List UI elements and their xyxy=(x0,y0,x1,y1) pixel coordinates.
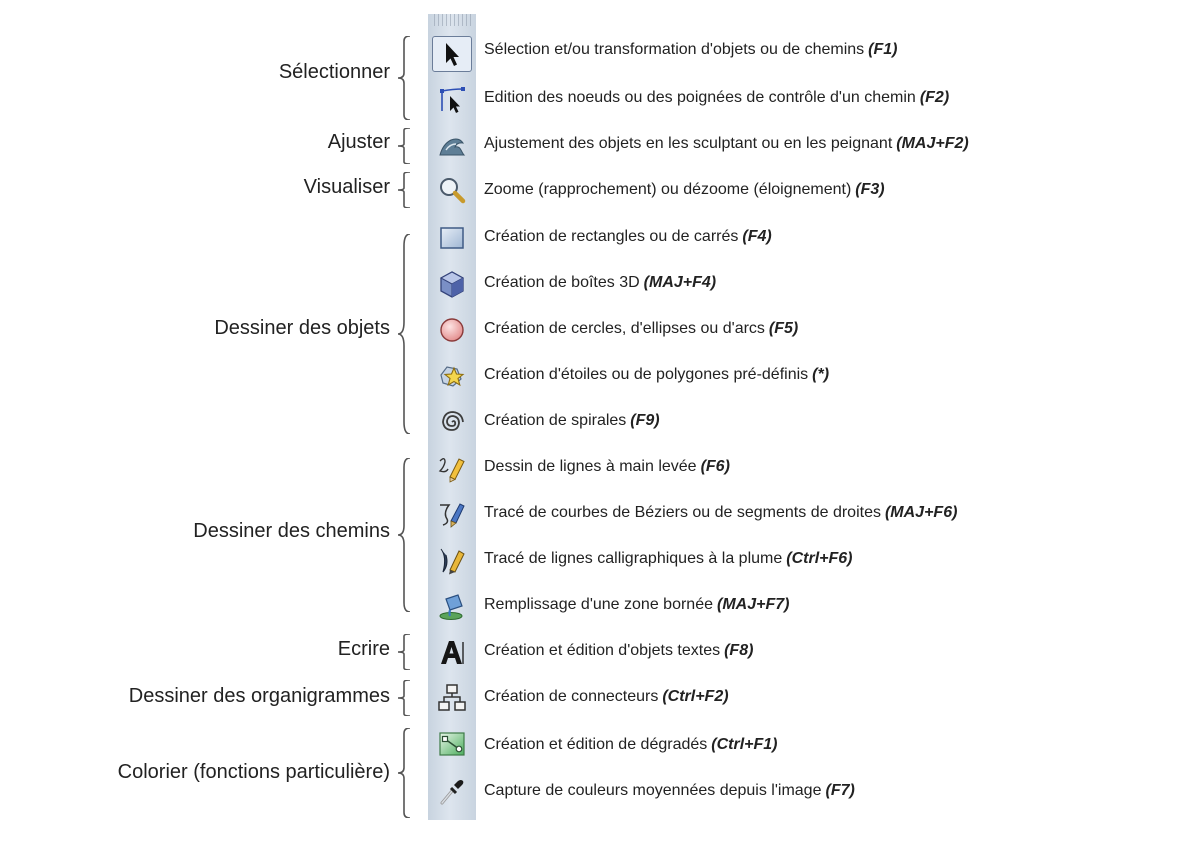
rectangle-tool-button[interactable] xyxy=(432,220,472,256)
tool-shortcut: (MAJ+F7) xyxy=(716,596,790,613)
3d-box-tool-button[interactable] xyxy=(432,266,472,302)
gradient-icon xyxy=(437,729,467,759)
star-polygon-icon xyxy=(437,361,467,391)
toolbox-grip-handle[interactable] xyxy=(434,14,472,26)
tool-description: Tracé de courbes de Béziers ou de segments de droites xyxy=(484,504,881,521)
tool-shortcut: (F8) xyxy=(724,642,754,659)
group-brace xyxy=(396,634,414,670)
tool-description: Création d'étoiles ou de polygones pré-définis xyxy=(484,366,809,383)
category-label-dessiner-objets: Dessiner des objets xyxy=(214,317,390,339)
tool-shortcut: (F4) xyxy=(742,228,772,245)
tool-shortcut: (F6) xyxy=(700,458,730,475)
calligraphy-pen-icon xyxy=(437,545,467,575)
tool-description-row xyxy=(484,548,852,570)
category-label-ecrire: Ecrire xyxy=(337,638,390,660)
tool-description-row xyxy=(484,734,778,756)
bezier-tool-button[interactable] xyxy=(432,496,472,532)
tool-description: Création de spirales xyxy=(484,412,627,429)
tool-description: Dessin de lignes à main levée xyxy=(484,458,697,475)
tool-description-row xyxy=(484,640,753,662)
tool-description-row xyxy=(484,133,969,155)
category-label-organigrammes: Dessiner des organigrammes xyxy=(128,685,390,707)
connector-icon xyxy=(437,683,467,713)
tool-description-row xyxy=(484,226,772,248)
group-brace xyxy=(396,680,414,716)
tool-shortcut: (F3) xyxy=(855,181,885,198)
tool-description: Zoome (rapprochement) ou dézoome (éloignement) xyxy=(484,181,852,198)
tool-description: Capture de couleurs moyennées depuis l'image xyxy=(484,782,822,799)
tool-shortcut: (F2) xyxy=(919,89,950,106)
category-label-ajuster: Ajuster xyxy=(327,131,390,153)
category-label-colorier: Colorier (fonctions particulière) xyxy=(117,761,390,783)
spiral-icon xyxy=(437,407,467,437)
tool-description-row xyxy=(484,179,885,201)
pencil-tool-button[interactable] xyxy=(432,450,472,486)
zoom-magnifier-icon xyxy=(437,175,467,205)
tool-description: Création et édition de dégradés xyxy=(484,736,708,753)
group-brace xyxy=(396,172,414,208)
3d-box-icon xyxy=(437,269,467,299)
selector-arrow-icon xyxy=(437,39,467,69)
circle-tool-button[interactable] xyxy=(432,312,472,348)
text-tool-icon xyxy=(437,637,467,667)
paint-bucket-icon xyxy=(437,591,467,621)
tweak-tool-button[interactable] xyxy=(432,127,472,163)
text-tool-button[interactable] xyxy=(432,634,472,670)
tool-description: Remplissage d'une zone bornée xyxy=(484,596,713,613)
connector-tool-button[interactable] xyxy=(432,680,472,716)
fill-tool-button[interactable] xyxy=(432,588,472,624)
group-brace xyxy=(396,728,414,818)
tool-description: Création de rectangles ou de carrés xyxy=(484,228,739,245)
tool-description: Création de cercles, d'ellipses ou d'arcs xyxy=(484,320,765,337)
tool-description-row xyxy=(484,410,660,432)
tool-description: Sélection et/ou transformation d'objets ou de chemins xyxy=(484,41,865,58)
tool-shortcut: (MAJ+F4) xyxy=(643,274,717,291)
tool-description-row xyxy=(484,272,716,294)
zoom-tool-button[interactable] xyxy=(432,172,472,208)
tool-description-row xyxy=(484,780,855,802)
tool-shortcut: (MAJ+F2) xyxy=(896,135,969,152)
tool-shortcut: (F7) xyxy=(825,782,855,799)
node-tool-button[interactable] xyxy=(432,82,472,118)
tool-description: Création de boîtes 3D xyxy=(484,274,640,291)
group-brace xyxy=(396,128,414,164)
gradient-tool-button[interactable] xyxy=(432,726,472,762)
star-tool-button[interactable] xyxy=(432,358,472,394)
tool-shortcut: (F1) xyxy=(868,41,898,58)
tweak-wave-icon xyxy=(437,130,467,160)
calligraphy-tool-button[interactable] xyxy=(432,542,472,578)
category-label-visualiser: Visualiser xyxy=(303,176,390,198)
tool-description: Edition des noeuds ou des poignées de contrôle d'un chemin xyxy=(484,89,916,106)
category-label-dessiner-chemins: Dessiner des chemins xyxy=(193,520,390,542)
tool-description-row xyxy=(484,594,789,616)
tool-description: Tracé de lignes calligraphiques à la plume xyxy=(484,550,783,567)
tool-description-row xyxy=(484,318,798,340)
selector-tool-button[interactable] xyxy=(432,36,472,72)
pencil-freehand-icon xyxy=(437,453,467,483)
tool-shortcut: (Ctrl+F6) xyxy=(786,550,853,567)
tool-description-row xyxy=(484,364,829,386)
tool-description: Création et édition d'objets textes xyxy=(484,642,721,659)
dropper-icon xyxy=(437,776,467,806)
rectangle-icon xyxy=(437,223,467,253)
tool-description-row xyxy=(484,456,730,478)
tool-description-row xyxy=(484,686,729,708)
group-brace xyxy=(396,458,414,612)
dropper-tool-button[interactable] xyxy=(432,773,472,809)
tool-description-row xyxy=(484,502,957,524)
tool-shortcut: (F5) xyxy=(768,320,799,337)
category-label-selectionner: Sélectionner xyxy=(278,61,390,83)
tool-shortcut: (MAJ+F6) xyxy=(884,504,958,521)
circle-icon xyxy=(437,315,467,345)
tool-description-row xyxy=(484,87,949,109)
tool-shortcut: (F9) xyxy=(630,412,660,429)
node-edit-icon xyxy=(437,85,467,115)
tool-description: Création de connecteurs xyxy=(484,688,659,705)
tool-description-row xyxy=(484,39,898,61)
spiral-tool-button[interactable] xyxy=(432,404,472,440)
tool-description: Ajustement des objets en les sculptant ou en les peignant xyxy=(484,135,893,152)
group-brace xyxy=(396,36,414,120)
bezier-pen-icon xyxy=(437,499,467,529)
group-brace xyxy=(396,234,414,434)
tool-shortcut: (Ctrl+F1) xyxy=(711,736,778,753)
tool-shortcut: (*) xyxy=(812,366,830,383)
tool-shortcut: (Ctrl+F2) xyxy=(662,688,729,705)
